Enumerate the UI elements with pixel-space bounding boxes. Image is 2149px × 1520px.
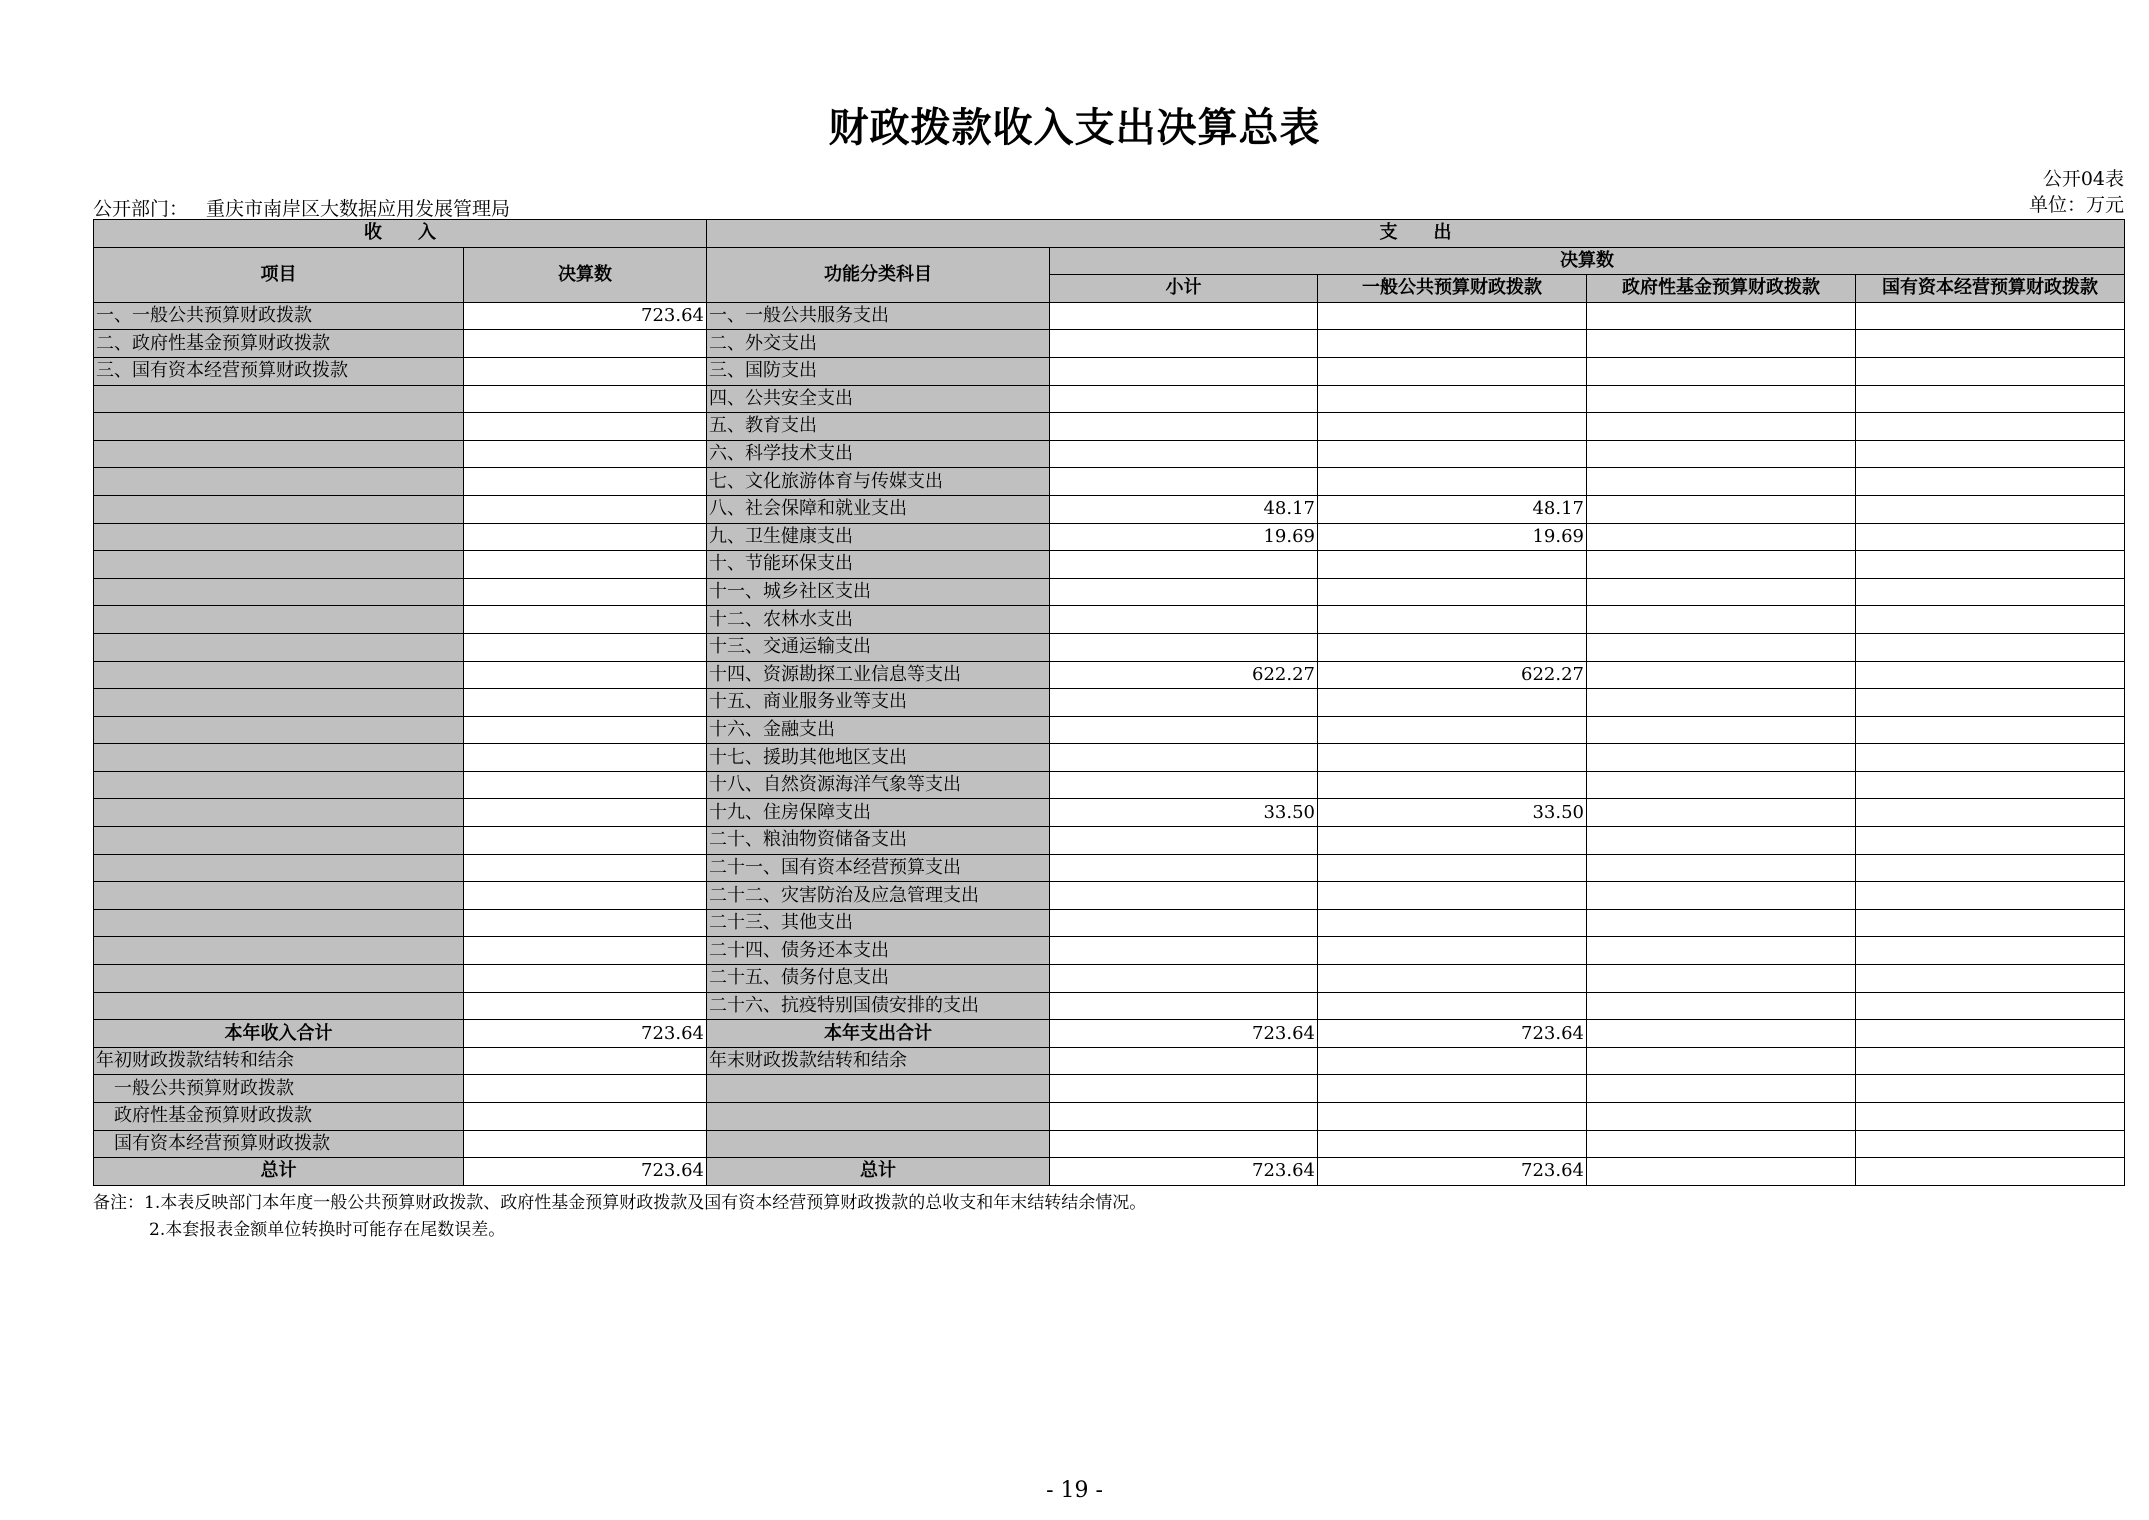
income-amount-cell	[464, 909, 707, 937]
expense-item-cell: 三、国防支出	[707, 357, 1050, 385]
expense-item-cell: 十二、农林水支出	[707, 606, 1050, 634]
gov-fund-cell	[1587, 882, 1856, 910]
gov-fund-cell	[1587, 413, 1856, 441]
expense-item-cell: 二十四、债务还本支出	[707, 937, 1050, 965]
income-amount-cell	[464, 882, 707, 910]
subtotal-cell	[1050, 909, 1318, 937]
subtotal-cell	[1050, 468, 1318, 496]
income-amount-cell	[464, 937, 707, 965]
general-public-cell: 622.27	[1318, 661, 1587, 689]
general-public-cell	[1318, 302, 1587, 330]
state-capital-cell	[1856, 606, 2125, 634]
subtotal-cell	[1050, 689, 1318, 717]
expense-item-cell: 二十二、灾害防治及应急管理支出	[707, 882, 1050, 910]
income-item-cell	[94, 523, 464, 551]
state-capital-cell	[1856, 551, 2125, 579]
subtotal-cell: 33.50	[1050, 799, 1318, 827]
state-capital-cell	[1856, 468, 2125, 496]
annual-total-row	[94, 1020, 2125, 1048]
general-public-cell: 723.64	[1318, 1158, 1587, 1186]
state-capital-cell	[1856, 965, 2125, 993]
carryover-income-item: 一般公共预算财政拨款	[94, 1075, 464, 1103]
income-amount-cell	[464, 440, 707, 468]
carryover-income-amount	[464, 1103, 707, 1131]
expense-item-cell: 二十六、抗疫特别国债安排的支出	[707, 992, 1050, 1020]
general-public-cell	[1318, 1130, 1587, 1158]
general-public-cell	[1318, 827, 1587, 855]
expense-item-cell: 十八、自然资源海洋气象等支出	[707, 771, 1050, 799]
gov-fund-cell	[1587, 633, 1856, 661]
expense-item-cell: 二十、粮油物资储备支出	[707, 827, 1050, 855]
gov-fund-cell	[1587, 606, 1856, 634]
income-item-cell	[94, 495, 464, 523]
income-amount-cell	[464, 799, 707, 827]
table-row	[94, 716, 2125, 744]
gov-fund-cell	[1587, 1047, 1856, 1075]
unit-label: 单位：万元	[2028, 194, 2124, 216]
general-public-cell: 33.50	[1318, 799, 1587, 827]
expense-item-cell: 四、公共安全支出	[707, 385, 1050, 413]
note-2: 2.本套报表金额单位转换时可能存在尾数误差。	[149, 1220, 506, 1240]
gov-fund-cell	[1587, 799, 1856, 827]
state-capital-cell	[1856, 578, 2125, 606]
state-capital-cell	[1856, 661, 2125, 689]
subtotal-cell	[1050, 578, 1318, 606]
page-number: - 19 -	[1046, 1478, 1103, 1503]
subtotal-cell	[1050, 937, 1318, 965]
gov-fund-cell	[1587, 909, 1856, 937]
general-public-cell	[1318, 1075, 1587, 1103]
income-item-cell	[94, 827, 464, 855]
expense-item-cell: 十一、城乡社区支出	[707, 578, 1050, 606]
income-amount-cell	[464, 578, 707, 606]
general-public-cell	[1318, 357, 1587, 385]
income-amount-cell	[464, 413, 707, 441]
state-capital-cell	[1856, 1047, 2125, 1075]
income-amount-cell	[464, 606, 707, 634]
state-capital-cell	[1856, 1075, 2125, 1103]
gov-fund-cell	[1587, 357, 1856, 385]
header-row-1	[94, 220, 2125, 248]
expense-item-cell: 十九、住房保障支出	[707, 799, 1050, 827]
gov-fund-cell	[1587, 1075, 1856, 1103]
final-amount-header: 决算数	[1050, 247, 2125, 275]
table-row	[94, 385, 2125, 413]
income-amount-cell	[464, 744, 707, 772]
expense-item-cell: 十七、援助其他地区支出	[707, 744, 1050, 772]
table-row	[94, 854, 2125, 882]
state-capital-cell	[1856, 1103, 2125, 1131]
table-row	[94, 495, 2125, 523]
state-capital-cell	[1856, 523, 2125, 551]
table-row	[94, 799, 2125, 827]
expense-item-cell: 二十五、债务付息支出	[707, 965, 1050, 993]
general-public-cell	[1318, 440, 1587, 468]
income-amount-cell	[464, 523, 707, 551]
income-item-cell	[94, 440, 464, 468]
expense-item-cell: 二十三、其他支出	[707, 909, 1050, 937]
item-header: 项目	[94, 247, 464, 302]
carryover-expense-item	[707, 1075, 1050, 1103]
state-capital-cell	[1856, 909, 2125, 937]
table-row	[94, 689, 2125, 717]
gov-fund-cell	[1587, 495, 1856, 523]
gov-fund-cell	[1587, 468, 1856, 496]
table-row	[94, 357, 2125, 385]
general-public-cell	[1318, 633, 1587, 661]
annual-expense-total-label: 本年支出合计	[707, 1020, 1050, 1048]
carryover-expense-item	[707, 1103, 1050, 1131]
subtotal-cell	[1050, 1047, 1318, 1075]
general-public-cell	[1318, 689, 1587, 717]
gov-fund-cell	[1587, 661, 1856, 689]
note-1: 备注：1.本表反映部门本年度一般公共预算财政拨款、政府性基金预算财政拨款及国有资本经营预算财政拨款的总收支和年末结转结余情况。	[93, 1193, 1147, 1213]
subtotal-cell	[1050, 965, 1318, 993]
income-item-cell	[94, 909, 464, 937]
table-row	[94, 771, 2125, 799]
income-amount-cell	[464, 771, 707, 799]
income-amount-cell	[464, 827, 707, 855]
subtotal-cell	[1050, 385, 1318, 413]
income-item-cell	[94, 992, 464, 1020]
expense-item-cell: 十、节能环保支出	[707, 551, 1050, 579]
expense-item-cell: 十六、金融支出	[707, 716, 1050, 744]
expense-item-cell: 一、一般公共服务支出	[707, 302, 1050, 330]
expense-item-cell: 二十一、国有资本经营预算支出	[707, 854, 1050, 882]
state-capital-cell	[1856, 882, 2125, 910]
subtotal-cell: 723.64	[1050, 1158, 1318, 1186]
subtotal-cell	[1050, 992, 1318, 1020]
table-row	[94, 413, 2125, 441]
gov-fund-cell	[1587, 551, 1856, 579]
gov-fund-cell	[1587, 330, 1856, 358]
subtotal-cell	[1050, 1130, 1318, 1158]
table-row	[94, 882, 2125, 910]
income-item-cell	[94, 606, 464, 634]
income-item-cell	[94, 661, 464, 689]
general-public-cell	[1318, 937, 1587, 965]
state-capital-cell	[1856, 716, 2125, 744]
expense-item-cell: 七、文化旅游体育与传媒支出	[707, 468, 1050, 496]
expense-item-cell: 八、社会保障和就业支出	[707, 495, 1050, 523]
state-capital-cell	[1856, 413, 2125, 441]
gov-fund-cell	[1587, 937, 1856, 965]
gov-fund-cell	[1587, 1103, 1856, 1131]
general-public-cell: 723.64	[1318, 1020, 1587, 1048]
state-capital-cell	[1856, 302, 2125, 330]
income-item-cell	[94, 716, 464, 744]
state-capital-cell	[1856, 1158, 2125, 1186]
state-capital-cell	[1856, 1130, 2125, 1158]
grand-expense-total-label: 总计	[707, 1158, 1050, 1186]
page-title: 财政拨款收入支出决算总表	[828, 105, 1321, 151]
expense-item-cell: 六、科学技术支出	[707, 440, 1050, 468]
carryover-row	[94, 1075, 2125, 1103]
carryover-income-item: 国有资本经营预算财政拨款	[94, 1130, 464, 1158]
income-item-cell	[94, 799, 464, 827]
carryover-income-item: 政府性基金预算财政拨款	[94, 1103, 464, 1131]
income-amount-cell	[464, 385, 707, 413]
annual-income-total-label: 本年收入合计	[94, 1020, 464, 1048]
state-capital-cell	[1856, 495, 2125, 523]
state-capital-cell	[1856, 827, 2125, 855]
general-public-cell	[1318, 578, 1587, 606]
general-public-cell	[1318, 1047, 1587, 1075]
table-row	[94, 330, 2125, 358]
grand-income-total-label: 总计	[94, 1158, 464, 1186]
budget-table	[93, 219, 2125, 1186]
table-row	[94, 992, 2125, 1020]
subtotal-cell	[1050, 1103, 1318, 1131]
grand-income-total-amount: 723.64	[464, 1158, 707, 1186]
income-amount-cell	[464, 357, 707, 385]
amount-header: 决算数	[464, 247, 707, 302]
subtotal-cell	[1050, 633, 1318, 661]
income-item-cell	[94, 551, 464, 579]
expense-item-cell: 五、教育支出	[707, 413, 1050, 441]
table-row	[94, 827, 2125, 855]
table-row	[94, 440, 2125, 468]
state-capital-cell	[1856, 689, 2125, 717]
subtotal-cell	[1050, 827, 1318, 855]
income-item-cell	[94, 578, 464, 606]
carryover-income-amount	[464, 1047, 707, 1075]
gov-fund-cell	[1587, 578, 1856, 606]
income-item-cell	[94, 937, 464, 965]
subtotal-cell	[1050, 854, 1318, 882]
subtotal-cell	[1050, 302, 1318, 330]
state-capital-cell	[1856, 854, 2125, 882]
general-public-cell	[1318, 330, 1587, 358]
gov-fund-cell	[1587, 716, 1856, 744]
subtotal-cell	[1050, 744, 1318, 772]
income-item-cell	[94, 385, 464, 413]
table-row	[94, 606, 2125, 634]
table-row	[94, 633, 2125, 661]
gov-fund-cell	[1587, 965, 1856, 993]
carryover-income-amount	[464, 1130, 707, 1158]
income-amount-cell	[464, 633, 707, 661]
general-public-cell	[1318, 744, 1587, 772]
carryover-row	[94, 1047, 2125, 1075]
general-public-cell	[1318, 771, 1587, 799]
state-capital-cell	[1856, 330, 2125, 358]
general-public-header: 一般公共预算财政拨款	[1318, 275, 1587, 303]
gov-fund-cell	[1587, 854, 1856, 882]
state-capital-cell	[1856, 440, 2125, 468]
state-capital-header: 国有资本经营预算财政拨款	[1856, 275, 2125, 303]
gov-fund-cell	[1587, 744, 1856, 772]
income-amount-cell	[464, 854, 707, 882]
table-row	[94, 937, 2125, 965]
income-item-cell: 二、政府性基金预算财政拨款	[94, 330, 464, 358]
general-public-cell	[1318, 854, 1587, 882]
gov-fund-cell	[1587, 385, 1856, 413]
expense-item-cell: 十四、资源勘探工业信息等支出	[707, 661, 1050, 689]
income-item-cell	[94, 854, 464, 882]
subtotal-cell	[1050, 606, 1318, 634]
general-public-cell	[1318, 965, 1587, 993]
state-capital-cell	[1856, 385, 2125, 413]
subtotal-cell: 723.64	[1050, 1020, 1318, 1048]
income-amount-cell	[464, 716, 707, 744]
income-amount-cell: 723.64	[464, 302, 707, 330]
carryover-expense-item	[707, 1130, 1050, 1158]
table-row	[94, 523, 2125, 551]
subtotal-cell	[1050, 551, 1318, 579]
subtotal-header: 小计	[1050, 275, 1318, 303]
income-item-cell	[94, 965, 464, 993]
state-capital-cell	[1856, 771, 2125, 799]
general-public-cell	[1318, 385, 1587, 413]
state-capital-cell	[1856, 937, 2125, 965]
income-amount-cell	[464, 468, 707, 496]
gov-fund-cell	[1587, 689, 1856, 717]
gov-fund-header: 政府性基金预算财政拨款	[1587, 275, 1856, 303]
general-public-cell: 19.69	[1318, 523, 1587, 551]
table-body	[94, 302, 2125, 1185]
state-capital-cell	[1856, 357, 2125, 385]
gov-fund-cell	[1587, 1020, 1856, 1048]
general-public-cell	[1318, 1103, 1587, 1131]
income-item-cell: 三、国有资本经营预算财政拨款	[94, 357, 464, 385]
gov-fund-cell	[1587, 440, 1856, 468]
general-public-cell	[1318, 551, 1587, 579]
grand-total-row	[94, 1158, 2125, 1186]
income-item-cell: 一、一般公共预算财政拨款	[94, 302, 464, 330]
state-capital-cell	[1856, 744, 2125, 772]
table-row	[94, 578, 2125, 606]
function-category-header: 功能分类科目	[707, 247, 1050, 302]
carryover-income-item: 年初财政拨款结转和结余	[94, 1047, 464, 1075]
subtotal-cell	[1050, 440, 1318, 468]
general-public-cell: 48.17	[1318, 495, 1587, 523]
subtotal-cell	[1050, 413, 1318, 441]
table-row	[94, 661, 2125, 689]
carryover-row	[94, 1103, 2125, 1131]
state-capital-cell	[1856, 799, 2125, 827]
income-amount-cell	[464, 689, 707, 717]
income-item-cell	[94, 689, 464, 717]
expense-item-cell: 十三、交通运输支出	[707, 633, 1050, 661]
general-public-cell	[1318, 468, 1587, 496]
carryover-income-amount	[464, 1075, 707, 1103]
income-amount-cell	[464, 330, 707, 358]
subtotal-cell	[1050, 330, 1318, 358]
general-public-cell	[1318, 606, 1587, 634]
gov-fund-cell	[1587, 992, 1856, 1020]
income-amount-cell	[464, 661, 707, 689]
form-number: 公开04表	[2042, 168, 2124, 190]
gov-fund-cell	[1587, 302, 1856, 330]
table-row	[94, 302, 2125, 330]
gov-fund-cell	[1587, 523, 1856, 551]
general-public-cell	[1318, 413, 1587, 441]
gov-fund-cell	[1587, 1158, 1856, 1186]
subtotal-cell: 19.69	[1050, 523, 1318, 551]
expense-item-cell: 九、卫生健康支出	[707, 523, 1050, 551]
expense-item-cell: 十五、商业服务业等支出	[707, 689, 1050, 717]
department-line	[93, 194, 510, 221]
carryover-expense-item: 年末财政拨款结转和结余	[707, 1047, 1050, 1075]
subtotal-cell	[1050, 882, 1318, 910]
table-row	[94, 551, 2125, 579]
gov-fund-cell	[1587, 1130, 1856, 1158]
state-capital-cell	[1856, 1020, 2125, 1048]
department-name: 重庆市南岸区大数据应用发展管理局	[206, 198, 511, 220]
income-amount-cell	[464, 551, 707, 579]
expense-item-cell: 二、外交支出	[707, 330, 1050, 358]
income-header: 收 入	[94, 220, 707, 248]
subtotal-cell	[1050, 771, 1318, 799]
income-amount-cell	[464, 495, 707, 523]
department-label: 公开部门：	[93, 198, 189, 220]
income-item-cell	[94, 468, 464, 496]
table-row	[94, 744, 2125, 772]
state-capital-cell	[1856, 633, 2125, 661]
income-item-cell	[94, 744, 464, 772]
general-public-cell	[1318, 992, 1587, 1020]
subtotal-cell	[1050, 1075, 1318, 1103]
subtotal-cell: 48.17	[1050, 495, 1318, 523]
subtotal-cell: 622.27	[1050, 661, 1318, 689]
table-row	[94, 965, 2125, 993]
income-amount-cell	[464, 992, 707, 1020]
income-item-cell	[94, 882, 464, 910]
table-row	[94, 468, 2125, 496]
gov-fund-cell	[1587, 827, 1856, 855]
expense-header: 支 出	[707, 220, 2125, 248]
general-public-cell	[1318, 882, 1587, 910]
subtotal-cell	[1050, 716, 1318, 744]
gov-fund-cell	[1587, 771, 1856, 799]
carryover-row	[94, 1130, 2125, 1158]
subtotal-cell	[1050, 357, 1318, 385]
general-public-cell	[1318, 909, 1587, 937]
state-capital-cell	[1856, 992, 2125, 1020]
income-item-cell	[94, 633, 464, 661]
table-row	[94, 909, 2125, 937]
income-item-cell	[94, 771, 464, 799]
header-row-2	[94, 247, 2125, 275]
annual-income-total-amount: 723.64	[464, 1020, 707, 1048]
income-amount-cell	[464, 965, 707, 993]
notes	[93, 1190, 1146, 1244]
income-item-cell	[94, 413, 464, 441]
general-public-cell	[1318, 716, 1587, 744]
